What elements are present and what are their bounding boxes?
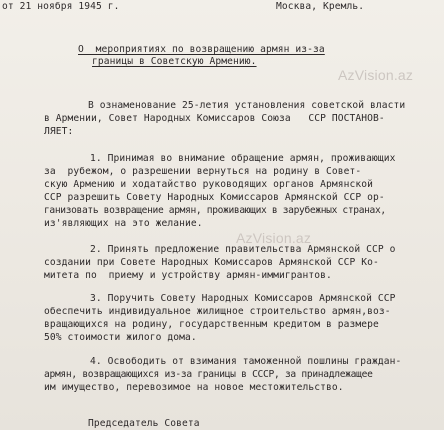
- signature-title: Председатель Совета: [88, 418, 200, 429]
- paragraph-1-line-1: 1. Принимая во внимание обращение армян, проживающих: [90, 153, 396, 164]
- paragraph-3-line-1: 3. Поручить Совету Народных Комиссаров Армянской ССР: [90, 293, 396, 304]
- document-date: от 21 ноября 1945 г.: [2, 1, 120, 12]
- paragraph-1-line-5: ганизовать возвращение армян, проживающих в зарубежных странах,: [44, 205, 386, 216]
- document-title-line-2: границы в Советскую Армению.: [92, 56, 257, 67]
- paragraph-1-line-4: ССР разрешить Совету Народных Комиссаров Армянской ССР ор-: [44, 192, 385, 203]
- preamble-line-2: в Армении, Совет Народных Комиссаров Союза ССР ПОСТАНОВ-: [44, 113, 385, 124]
- paragraph-4-line-2: армян, возвращающихся из-за границы в СССР, за принадлежащее: [44, 369, 373, 380]
- paragraph-1-line-3: скую Армению и ходатайство руководящих органов Армянской: [44, 179, 374, 190]
- paragraph-2-line-1: 2. Принять предложение правительства Армянской ССР о: [90, 244, 396, 255]
- watermark-middle: AzVision.az: [236, 230, 312, 246]
- paragraph-3-line-3: вращающихся на родину, государственным кредитом в размере: [44, 319, 379, 330]
- watermark-top: AzVision.az: [338, 67, 414, 83]
- paragraph-1-line-2: за рубежом, о разрешении вернуться на родину в Совет-: [44, 166, 362, 177]
- preamble-line-1: В ознаменование 25-летия установления советской власти: [88, 100, 406, 111]
- paragraph-2-line-3: митета по приему и устройству армян-иммигрантов.: [44, 270, 332, 281]
- paragraph-1-line-6: из'являющих на это желание.: [44, 218, 203, 229]
- paragraph-4-line-3: им имущество, перевозимое на новое местожительство.: [44, 382, 344, 393]
- document-place: Москва, Кремль.: [276, 1, 365, 12]
- paragraph-4-line-1: 4. Освободить от взимания таможенной пошлины граждан-: [90, 356, 402, 367]
- paragraph-2-line-2: создании при Совете Народных Комиссаров Армянской ССР Ко-: [44, 257, 379, 268]
- preamble-line-3: ЛЯЕТ:: [44, 126, 74, 137]
- document-title-line-1: О мероприятиях по возвращению армян из-за: [78, 44, 325, 55]
- paragraph-3-line-4: 50% стоимости жилого дома.: [44, 332, 197, 343]
- paragraph-3-line-2: обеспечить индивидуальное жилищное строительство армян,воз-: [44, 306, 391, 317]
